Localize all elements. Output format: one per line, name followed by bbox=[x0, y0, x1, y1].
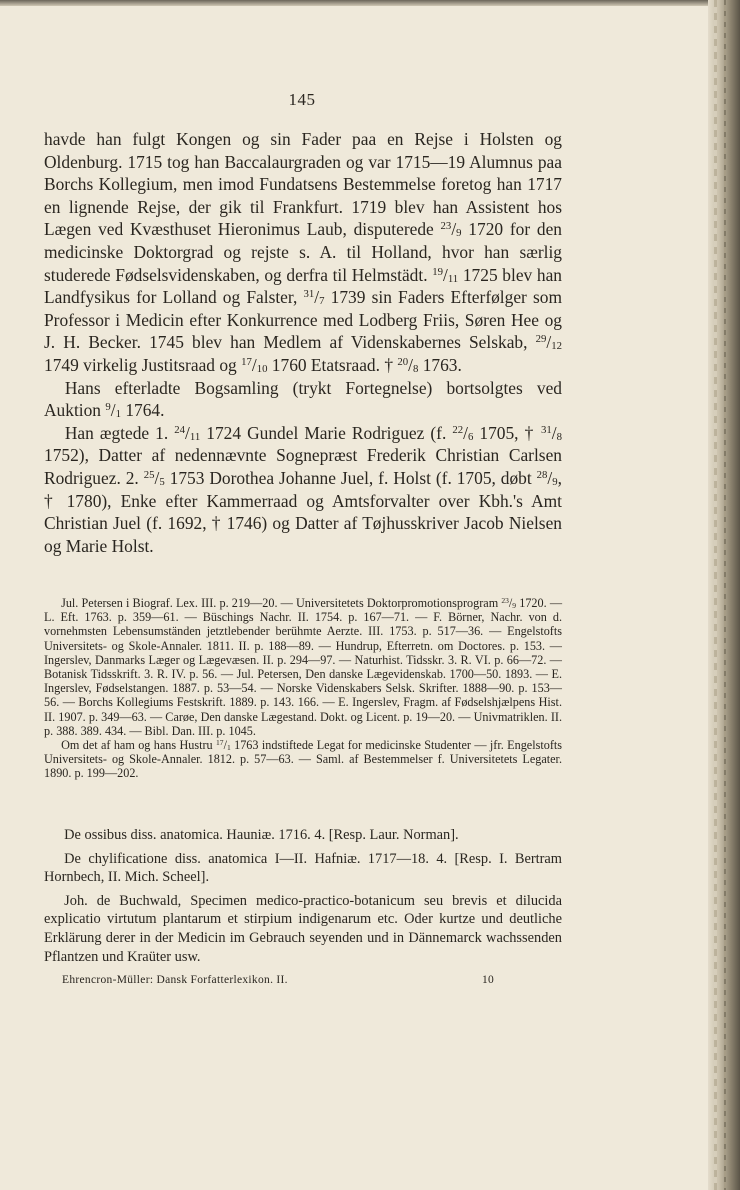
date-denominator: 11 bbox=[447, 272, 459, 285]
footer-signature: 10 bbox=[482, 974, 495, 986]
date-numerator: 24 bbox=[174, 423, 186, 436]
date-denominator: 1 bbox=[226, 742, 231, 752]
date-denominator: 1 bbox=[115, 408, 121, 421]
note-legat: Om det af ham og hans Hustru $^{17}/_1$ 1763 indstiftede Legat for medicinske Studenter — jfr. Engelstofts Universitets- og Skole-Annaler. 1812. p. 57—63. — Saml. af Bestemmelser f. Universitetets Legater. 1890. p. 199—202. bbox=[44, 737, 563, 781]
date-numerator: 22 bbox=[452, 423, 464, 436]
date-denominator: 8 bbox=[556, 430, 562, 443]
work-specimen: Joh. de Buchwald, Specimen medico-practico-botanicum seu brevis et dilucida explicatio virtutum plantarum et stirpium indigenarum etc. Oder kurtze und deutliche Erklärung derer in der Medicin im Gebrauch seyenden und in Dännemarck wachssenden Pflantzen und Kraüter usw. bbox=[44, 892, 562, 965]
date-numerator: 23 bbox=[440, 220, 452, 233]
paragraph-biography: havde han fulgt Kongen og sin Fader paa en Rejse i Holsten og Oldenburg. 1715 tog han Baccalaurgraden og var 1715—19 Alumnus paa Borchs Kollegium, men imod Fundatsens Bestemmelse foretog han 1717 en lignende Rejse, der gik til Frankfurt. 1719 blev han Assistent hos Lægen ved Kvæsthuset Hieronimus Laub, disputerede $^{23}/_9$ 1720 for den medicinske Doktorgrad og rejste s. A. til Holland, hvor han særlig studerede Fødselsvidenskaben, og derfra til Helmstädt. $^{19}/_{11}$ 1725 blev han Landfysikus for Lolland og Falster, $^{31}/_7$ 1739 sin Faders Efterfølger som Professor i Medicin efter Konkurrence med Lodberg Friis, Søren Hee og J. H. Becker. 1745 blev han Medlem af Videnskabernes Selskab, $^{29}/_{12}$ 1749 virkelig Justitsraad og $^{17}/_{10}$ 1760 Etatsraad. † $^{20}/_8$ 1763. bbox=[44, 129, 563, 376]
footer-source: Ehrencron-Müller: Dansk Forfatterlexikon. II. bbox=[62, 974, 288, 986]
page-top-edge bbox=[0, 0, 740, 6]
date-denominator: 9 bbox=[512, 600, 517, 610]
date-denominator: 8 bbox=[412, 363, 419, 376]
date-denominator: 7 bbox=[319, 295, 325, 308]
footer bbox=[62, 974, 502, 986]
date-numerator: 31 bbox=[541, 423, 552, 436]
works-list bbox=[44, 826, 562, 966]
date-numerator: 31 bbox=[303, 288, 315, 301]
date-numerator: 20 bbox=[397, 356, 409, 369]
date-denominator: 5 bbox=[159, 475, 165, 488]
date-numerator: 17 bbox=[241, 356, 252, 369]
date-numerator: 28 bbox=[536, 468, 548, 481]
paragraph-library: Hans efterladte Bogsamling (trykt Fortegnelse) bortsolgtes ved Auktion $^9/_1$ 1764. bbox=[44, 377, 562, 421]
date-numerator: 23 bbox=[501, 595, 509, 605]
date-denominator: 10 bbox=[256, 363, 268, 376]
main-text bbox=[44, 128, 562, 557]
date-denominator: 9 bbox=[552, 475, 558, 488]
date-numerator: 29 bbox=[535, 333, 547, 346]
date-numerator: 25 bbox=[143, 468, 155, 481]
work-de-chylificatione: De chylificatione diss. anatomica I—II. Hafniæ. 1717—18. 4. [Resp. I. Bertram Hornbech, II. Mich. Scheel]. bbox=[44, 850, 562, 886]
date-denominator: 6 bbox=[467, 430, 474, 443]
date-numerator: 9 bbox=[105, 401, 111, 414]
paragraph-marriages: Han ægtede 1. $^{24}/_{11}$ 1724 Gundel Marie Rodriguez (f. $^{22}/_6$ 1705, † $^{31}/_8$ 1752), Datter af nedennævnte Sognepræst Frederik Christian Carlsen Rodriguez. 2. $^{25}/_5$ 1753 Dorothea Johanne Juel, f. Holst (f. 1705, døbt $^{28}/_9$, † 1780), Enke efter Kammerraad og Amtsforvalter over Kbh.'s Amt Christian Juel (f. 1692, † 1746) og Datter af Tøjhusskriver Jacob Nielsen og Marie Holst. bbox=[44, 422, 562, 556]
page-number: 145 bbox=[288, 90, 316, 109]
note-sources: Jul. Petersen i Biograf. Lex. III. p. 219—20. — Universitetets Doktorpromotionsprogram $^{23}/_9$ 1720. — L. Eft. 1763. p. 359—61. — Büschings Nachr. II. 1754. p. 167—71. — F. Börner, Nachr. von d. vornehmsten Lebensumständen jetztlebender berühmte Aerzte. III. 1753. p. 517—36. — Engelstofts Universitets- og Skole-Annaler. 1811. II. p. 188—89. — Hundrup, Efterretn. om Doctores. p. 153. — Ingerslev, Danmarks Læger og Lægevæsen. II. p. 294—97. — Naturhist. Tidsskr. 3. R. VI. p. 66—72. — Botanisk Tidsskrift. 3. R. IV. p. 56. — Jul. Petersen, Den danske Lægevidenskab. 1700—50. 1893. — E. Ingerslev, Fødselstangen. 1887. p. 53—54. — Norske Videnskabers Selsk. Skrifter. 1888—90. p. 153—56. — Borchs Kollegiums Festskrift. 1889. p. 143. 166. — E. Ingerslev, Fragm. af Fødselshjælpens Hist. II. 1907. p. 349—63. — Carøe, Den danske Lægestand. Dokt. og Licent. p. 19—20. — Univmatriklen. II. p. 388. 389. 434. — Bibl. Dan. III. p. 1045. bbox=[44, 595, 563, 738]
date-numerator: 19 bbox=[432, 265, 443, 278]
date-numerator: 17 bbox=[216, 737, 224, 747]
date-denominator: 11 bbox=[189, 430, 201, 443]
bibliography-notes bbox=[44, 596, 562, 781]
book-spine-edge bbox=[708, 0, 740, 1190]
date-denominator: 12 bbox=[551, 340, 562, 353]
date-denominator: 9 bbox=[456, 227, 462, 240]
work-de-ossibus: De ossibus diss. anatomica. Hauniæ. 1716. 4. [Resp. Laur. Norman]. bbox=[64, 827, 459, 843]
